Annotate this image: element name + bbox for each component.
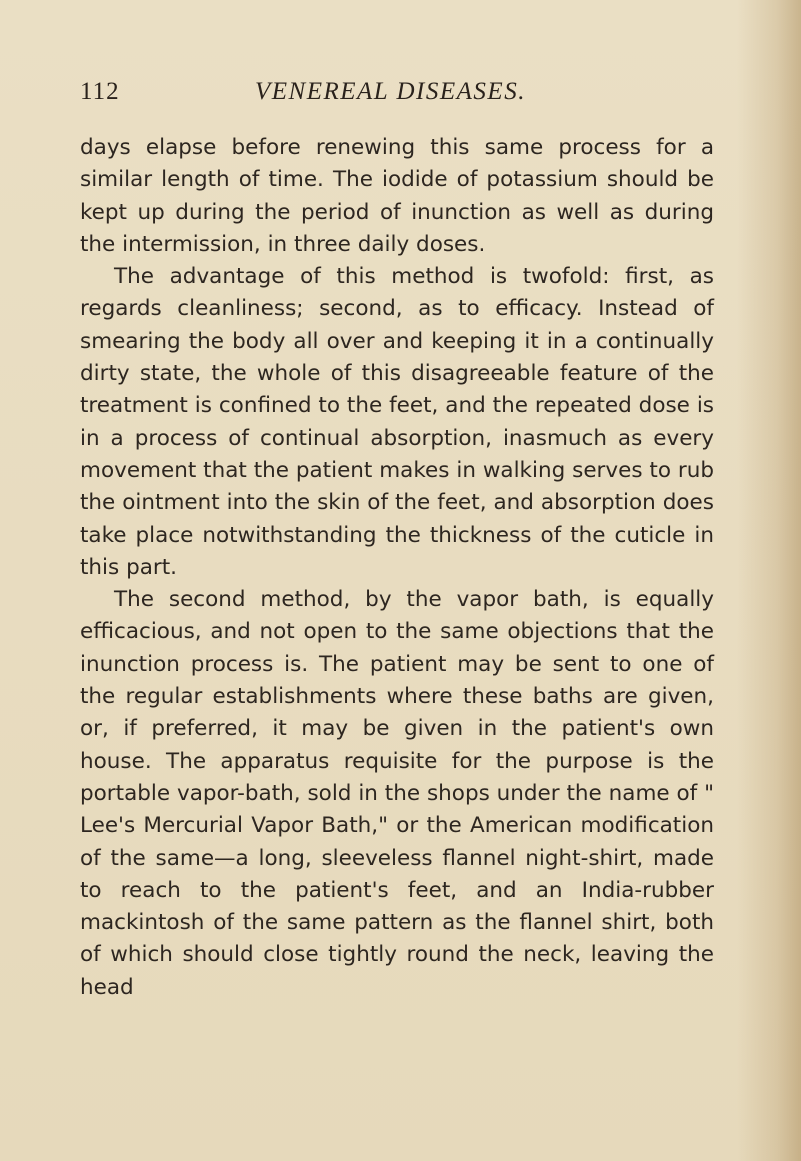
page-header bbox=[80, 78, 740, 114]
page-number: 112 bbox=[80, 78, 120, 105]
paragraph-advantage: The advantage of this method is twofold: first, as regards cleanliness; second, as to efficacy. Instead of smearing the body all over and keeping it in a continually dirty state, the whole of this disagreeable feature of the treatment is confined to the feet, and the repeated dose is in a process of continual absorption, inasmuch as every movement that the patient makes in walking serves to rub the ointment into the skin of the feet, and absorption does take place notwithstanding the thickness of the cuticle in this part. bbox=[80, 264, 714, 580]
paragraph-vapor-bath: The second method, by the vapor bath, is equally efficacious, and not open to the same objections that the inunction process is. The patient may be sent to one of the regular establishments where these baths are given, or, if preferred, it may be given in the patient's own house. The apparatus requisite for the purpose is the portable vapor-bath, sold in the shops under the name of " Lee's Mercurial Vapor Bath," or the American modification of the same—a long, sleeveless flannel night-shirt, made to reach to the patient's feet, and an India-rubber mackintosh of the same pattern as the flannel shirt, both of which should close tightly round the neck, leaving the head bbox=[80, 587, 714, 1000]
body-text bbox=[80, 132, 714, 1004]
running-head: VENEREAL DISEASES. bbox=[255, 78, 526, 105]
paragraph-continuation: days elapse before renewing this same process for a similar length of time. The iodide of potassium should be kept up during the period of inunction as well as during the intermission, in three daily doses. bbox=[80, 135, 714, 257]
